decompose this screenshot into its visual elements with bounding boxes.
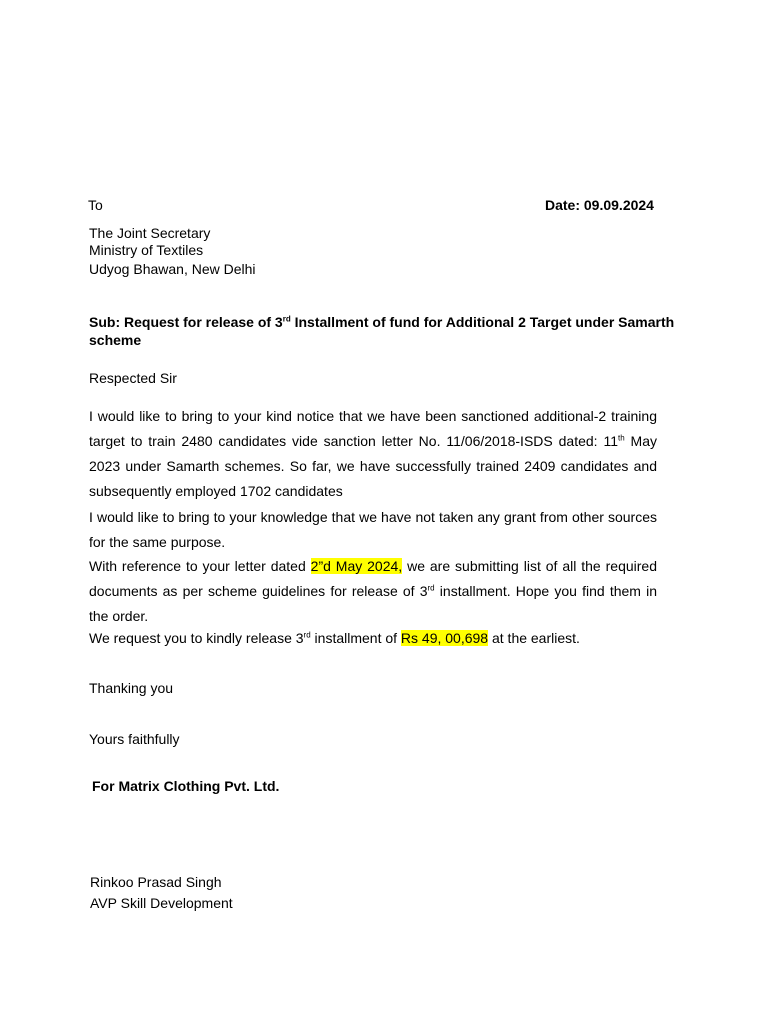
salutation: Respected Sir — [89, 370, 177, 386]
body-paragraph-4 — [89, 629, 657, 647]
para3-text-1: With reference to your letter dated — [89, 558, 311, 574]
signatory-title: AVP Skill Development — [90, 895, 233, 911]
recipient-address: Udyog Bhawan, New Delhi — [89, 261, 256, 277]
recipient-title: The Joint Secretary — [89, 225, 211, 241]
thanks-line: Thanking you — [89, 680, 174, 696]
para4-superscript: rd — [303, 630, 311, 640]
to-label: To — [88, 197, 103, 213]
para1-text-2: May 2023 under Samarth schemes. So far, we have successfully trained 2409 candidates and subsequently employed 1702 candidates — [89, 433, 657, 499]
body-paragraph-3 — [89, 554, 657, 629]
closing-line: Yours faithfully — [89, 731, 180, 747]
highlighted-date: 2”d May 2024, — [310, 558, 403, 574]
para4-text-3: at the earliest. — [488, 630, 580, 646]
body-paragraph-1 — [89, 404, 657, 504]
para3-text-3: installment. Hope you find them in the order. — [89, 583, 657, 624]
para4-text-1: We request you to kindly release 3 — [89, 630, 304, 646]
signatory-name: Rinkoo Prasad Singh — [90, 874, 222, 890]
subject-text-2: Installment of fund for Additional 2 Target under Samarth scheme — [89, 314, 675, 348]
subject-line — [89, 313, 679, 349]
letter-date: Date: 09.09.2024 — [545, 197, 654, 213]
recipient-ministry: Ministry of Textiles — [89, 242, 204, 258]
body-paragraph-2: I would like to bring to your knowledge that we have not taken any grant from other sources for the same purpose. — [89, 509, 657, 550]
para3-superscript: rd — [427, 583, 435, 593]
highlighted-amount: Rs 49, 00,698 — [400, 630, 489, 646]
para3-text-2: we are submitting list of all the required documents as per scheme guidelines for release of 3 — [89, 558, 657, 599]
para4-text-2: installment of — [310, 630, 401, 646]
para1-superscript: th — [617, 433, 625, 443]
company-line: For Matrix Clothing Pvt. Ltd. — [92, 778, 280, 794]
para1-text-1: I would like to bring to your kind notice that we have been sanctioned additional-2 training target to train 2480 candidates vide sanction letter No. 11/06/2018-ISDS dated: 11 — [89, 408, 657, 449]
subject-superscript: rd — [282, 314, 291, 324]
subject-text-1: Sub: Request for release of 3 — [89, 314, 283, 330]
